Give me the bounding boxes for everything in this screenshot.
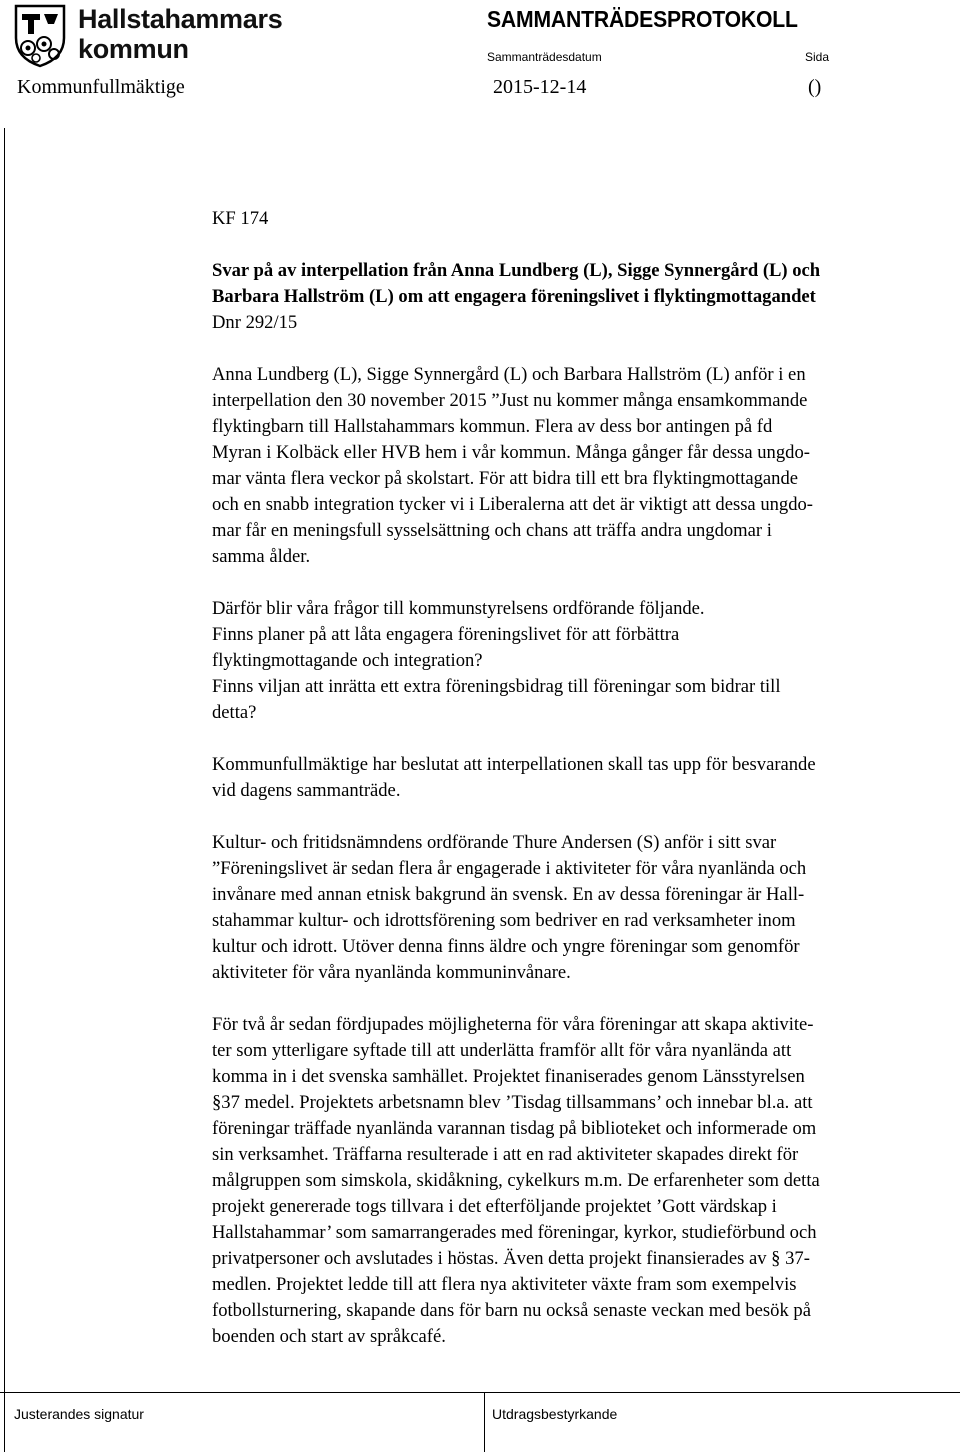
- paragraph-line: aktiviteter för våra nyanlända kommuninvånare.: [212, 962, 571, 983]
- paragraph-line: stahammar kultur- och idrottsförening som bedriver en rad verksamheter inom: [212, 910, 796, 931]
- paragraph-line: Därför blir våra frågor till kommunstyrelsens ordförande följande.: [212, 598, 705, 619]
- page-number: (): [808, 76, 822, 98]
- document-body: [212, 206, 942, 1350]
- meeting-date: 2015-12-14: [493, 76, 587, 98]
- paragraph-line: målgruppen som simskola, skidåkning, cykelkurs m.m. De erfarenheter som detta: [212, 1170, 820, 1191]
- paragraph-line: projekt genererade togs tillvara i det efterföljande projektet ’Gott värdskap i: [212, 1196, 777, 1217]
- paragraph-line: privatpersoner och avslutades i höstas. Även detta projekt finansierades av § 37-: [212, 1248, 810, 1269]
- signature-label: Justerandes signatur: [14, 1406, 144, 1422]
- paragraph-line: komma in i det svenska samhället. Projektet finaniserades genom Länsstyrelsen: [212, 1066, 805, 1087]
- left-margin-rule: [4, 128, 5, 1392]
- paragraph-line: ter som ytterligare syftade till att underlätta framför allt för våra nyanlända att: [212, 1040, 792, 1061]
- paragraph-line: och en snabb integration tycker vi i Liberalerna att det är viktigt att dessa ungdo-: [212, 494, 814, 515]
- case-number: KF 174: [212, 208, 269, 229]
- extract-label: Utdragsbestyrkande: [492, 1406, 618, 1422]
- organization-name: [78, 4, 282, 64]
- paragraph-line: boenden och start av språkcafé.: [212, 1326, 446, 1347]
- paragraph-line: §37 medel. Projektets arbetsnamn blev ’Tisdag tillsammans’ och innebar bl.a. att: [212, 1092, 813, 1113]
- case-title-line: Barbara Hallström (L) om att engagera föreningslivet i flyktingmottagandet: [212, 286, 816, 307]
- case-dnr: Dnr 292/15: [212, 312, 298, 333]
- paragraph-line: Finns planer på att låta engagera föreningslivet för att förbättra: [212, 624, 680, 645]
- paragraph-line: kultur och idrott. Utöver denna finns äldre och yngre föreningar som genomför: [212, 936, 800, 957]
- paragraph-line: Anna Lundberg (L), Sigge Synnergård (L) och Barbara Hallström (L) anför i en: [212, 364, 806, 385]
- document-title: SAMMANTRÄDESPROTOKOLL: [487, 6, 798, 32]
- paragraph-line: ”Föreningslivet är sedan flera år engagerade i aktiviteter för våra nyanlända och: [212, 858, 807, 879]
- paragraph-line: Myran i Kolbäck eller HVB hem i vår kommun. Många gånger får dessa ungdo-: [212, 442, 810, 463]
- paragraph-line: interpellation den 30 november 2015 ”Just nu kommer många ensamkommande: [212, 390, 808, 411]
- paragraph-line: Finns viljan att inrätta ett extra föreningsbidrag till föreningar som bidrar till: [212, 676, 781, 697]
- paragraph-line: flyktingmottagande och integration?: [212, 650, 483, 671]
- municipal-coat-of-arms-icon: [14, 4, 66, 68]
- org-name-line1: Hallstahammars: [78, 4, 283, 34]
- paragraph-line: flyktingbarn till Hallstahammars kommun. Flera av dess bor antingen på fd: [212, 416, 773, 437]
- case-title-line: Svar på av interpellation från Anna Lundberg (L), Sigge Synnergård (L) och: [212, 260, 821, 281]
- paragraph-line: mar får en meningsfull sysselsättning och chans att träffa andra ungdomar i: [212, 520, 772, 541]
- footer-divider: [4, 1392, 5, 1452]
- footer-divider: [484, 1392, 485, 1452]
- meeting-body: Kommunfullmäktige: [17, 76, 185, 98]
- paragraph-line: vid dagens sammanträde.: [212, 780, 401, 801]
- paragraph-line: invånare med annan etnisk bakgrund än svensk. En av dessa föreningar är Hall-: [212, 884, 805, 905]
- paragraph-line: För två år sedan fördjupades möjligheterna för våra föreningar att skapa aktivite-: [212, 1014, 814, 1035]
- paragraph-line: medlen. Projektet ledde till att flera nya aktiviteter växte fram som exempelvis: [212, 1274, 797, 1295]
- paragraph-line: Hallstahammar’ som samarrangerades med föreningar, kyrkor, studieförbund och: [212, 1222, 817, 1243]
- paragraph-line: samma ålder.: [212, 546, 311, 567]
- paragraph-line: detta?: [212, 702, 257, 723]
- paragraph-line: sin verksamhet. Träffarna resulterade i att en rad aktiviteter skapades direkt för: [212, 1144, 799, 1165]
- page-label: Sida: [805, 50, 830, 64]
- footer-rule: [0, 1392, 960, 1393]
- paragraph-line: fotbollsturnering, skapande dans för barn nu också senaste veckan med besök på: [212, 1300, 811, 1321]
- paragraph-line: Kultur- och fritidsnämndens ordförande Thure Andersen (S) anför i sitt svar: [212, 832, 777, 853]
- date-label: Sammanträdesdatum: [487, 50, 602, 64]
- paragraph-line: mar vänta flera veckor på skolstart. För att bidra till ett bra flyktingmottagande: [212, 468, 799, 489]
- paragraph-line: föreningar träffade nyanlända varannan tisdag på biblioteket och informerade om: [212, 1118, 817, 1139]
- org-name-line2: kommun: [78, 34, 189, 64]
- paragraph-line: Kommunfullmäktige har beslutat att interpellationen skall tas upp för besvarande: [212, 754, 816, 775]
